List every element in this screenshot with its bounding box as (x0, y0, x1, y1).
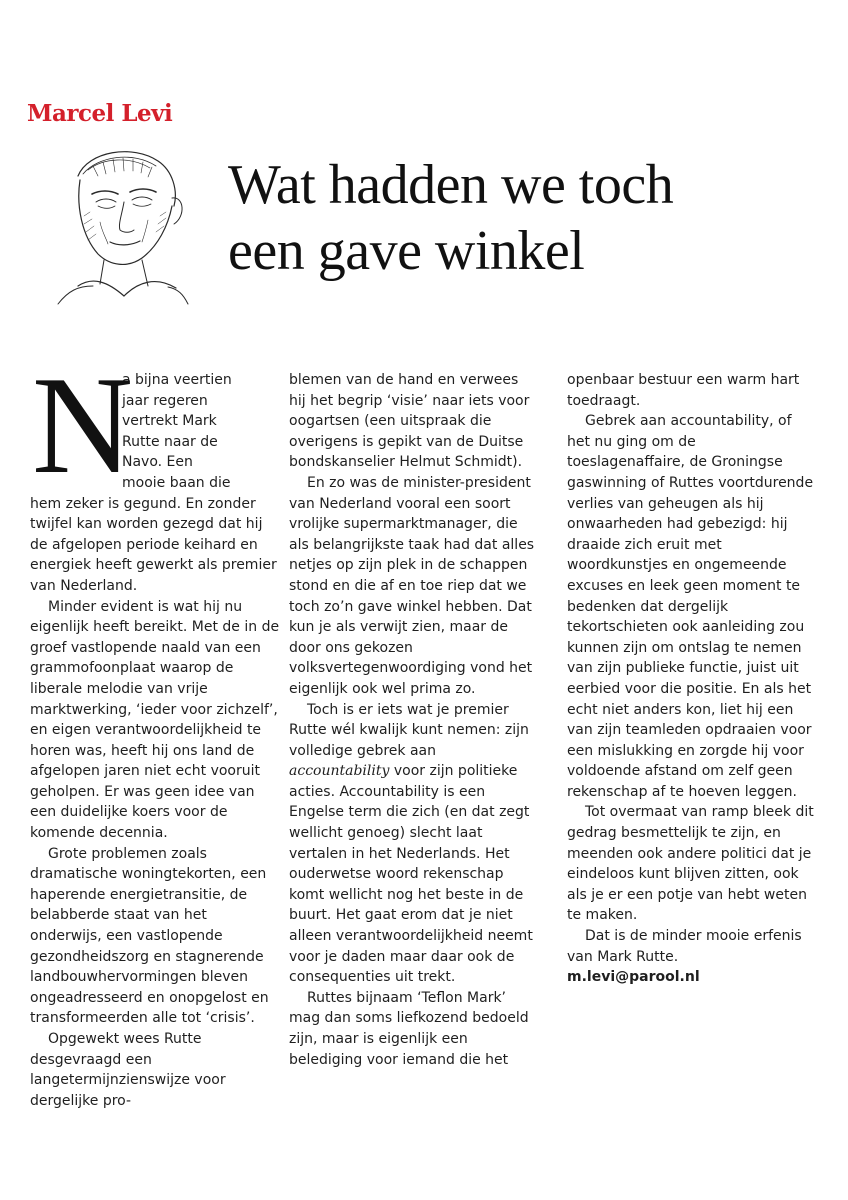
paragraph: Opgewekt wees Rutte desgevraagd een langetermijnzienswijze voor dergelijke pro- (30, 1031, 226, 1109)
article-column-1 (30, 348, 280, 1111)
author-portrait-illustration (38, 136, 208, 306)
drop-cap-letter: N (32, 348, 134, 503)
lead-line-2: jaar regeren (122, 392, 208, 409)
lead-line-6: mooie baan die (122, 474, 231, 491)
headline-line-1: Wat hadden we toch (228, 154, 674, 216)
paragraph: Dat is de minder mooie erfenis van Mark Rutte. (567, 928, 802, 965)
lead-paragraph-rest: hem zeker is gegund. En zonder twijfel kan worden gezegd dat hij de afgelopen periode keihard en energiek heeft gewerkt als premier van Nederland. (30, 495, 277, 594)
headline-line-2: een gave winkel (228, 220, 585, 282)
drop-cap (30, 348, 134, 503)
paragraph: blemen van de hand en verwees hij het begrip ‘visie’ naar iets voor oogartsen (een uitspraak die overigens is gepikt van de Duitse bondskanselier Helmut Schmidt). (289, 372, 530, 471)
lead-line-3: vertrekt Mark (122, 413, 217, 430)
paragraph: Gebrek aan accountability, of het nu ging om de toeslagenaffaire, de Groningse gaswinning of Ruttes voortdurende verlies van geheugen als hij onwaarheden had gebezigd: hij draaide zich eruit met woordkunstjes en ongemeende excuses en leek geen moment te bedenken dat dergelijk tekortschieten ook aanleiding zou kunnen zijn om ontslag te nemen van zijn publieke functie, juist uit eerbied voor die positie. En als het echt niet anders kon, liet hij een van zijn teamleden opdraaien voor een mislukking en zorgde hij voor voldoende afstand om zelf geen rekenschap af te hoeven leggen. (567, 413, 814, 800)
lead-line-5: Navo. Een (122, 454, 193, 471)
paragraph: openbaar bestuur een warm hart toedraagt. (567, 372, 800, 409)
article-column-2 (289, 370, 539, 1070)
paragraph: Ruttes bijnaam ‘Teflon Mark’ mag dan soms liefkozend bedoeld zijn, maar is eigenlijk een belediging voor iemand die het (289, 989, 529, 1068)
headline (228, 152, 828, 284)
paragraph-text: voor zijn politieke acties. Accountability is een Engelse term die zich (en dat zegt wellicht genoeg) slecht laat vertalen in het Nederlands. Het ouderwetse woord rekenschap komt wellicht nog het beste in de buurt. Het gaat erom dat je niet alleen verantwoordelijkheid neemt voor je daden maar daar ook de consequenties uit trekt. (289, 763, 533, 986)
paragraph-text: Toch is er iets wat je premier Rutte wél kwalijk kunt nemen: zijn volledige gebrek aan (289, 701, 529, 759)
paragraph: En zo was de minister-president van Nederland vooral een soort vrolijke supermarktmanager, die als belangrijkste taak had dat alles netjes op zijn plek in de schappen stond en die af en toe riep dat we toch zo’n gave winkel hebben. Dat kun je als verwijt zien, maar de door ons gekozen volksvertegenwoordiging vond het eigenlijk ook wel prima zo. (289, 474, 535, 697)
author-email: m.levi@parool.nl (567, 969, 700, 986)
paragraph: Tot overmaat van ramp bleek dit gedrag besmettelijk te zijn, en meenden ook andere politici dat je eindeloos kunt blijven zitten, ook als je er een potje van hebt weten te maken. (567, 804, 814, 924)
paragraph (289, 700, 539, 988)
paragraph: Minder evident is wat hij nu eigenlijk heeft bereikt. Met de in de groef vastlopende naald van een grammofoonplaat waarop de liberale melodie van vrije marktwerking, ‘ieder voor zichzelf’, en eigen verantwoordelijkheid te horen was, heeft hij ons land de afgelopen jaren niet echt vooruit geholpen. Er was geen idee van een duidelijke koers voor de komende decennia. (30, 598, 280, 842)
lead-line-1: a bijna veertien (122, 372, 232, 388)
paragraph: Grote problemen zoals dramatische woningtekorten, een haperende energietransitie, de belabberde staat van het onderwijs, een vastlopende gezondheidszorg en stagnerende landbouwhervormingen bleven ongeadresseerd en onopgelost en transformeerden alle tot ‘crisis’. (30, 845, 269, 1027)
lead-line-4: Rutte naar de (122, 433, 218, 450)
article-column-3 (567, 370, 817, 988)
emphasis-accountability: accountability (289, 763, 390, 780)
author-name: Marcel Levi (27, 100, 173, 127)
